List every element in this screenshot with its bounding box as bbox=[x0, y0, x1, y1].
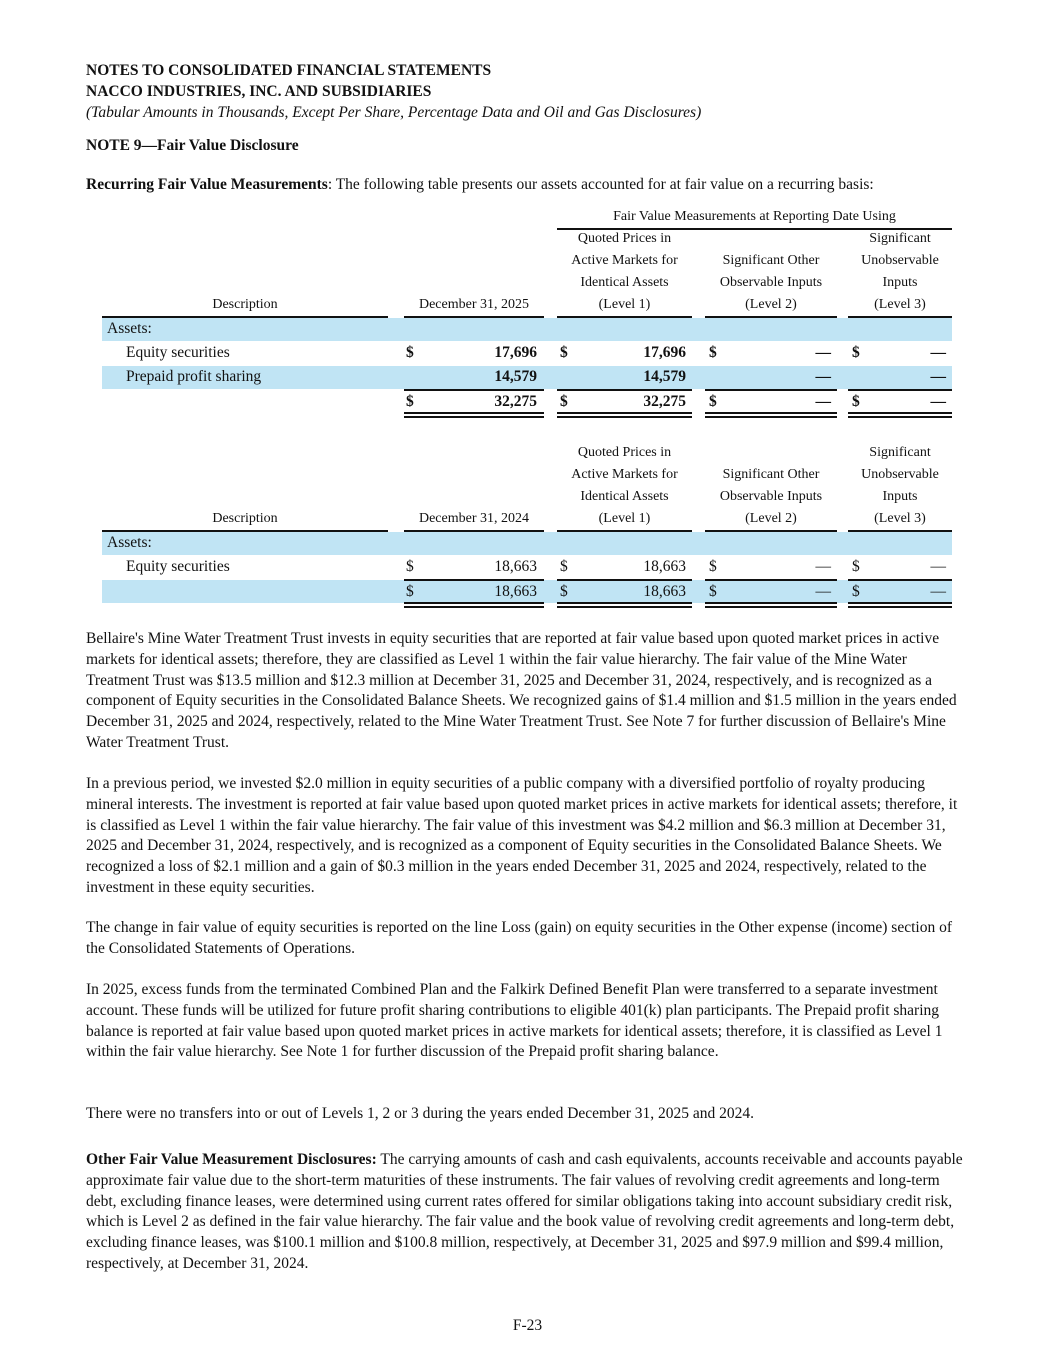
value-level2: — bbox=[815, 558, 831, 575]
currency: $ bbox=[560, 344, 568, 361]
value-level3: — bbox=[930, 558, 946, 575]
paragraph-prepaid-profit-sharing: In 2025, excess funds from the terminated Combined Plan and the Falkirk Defined Benefit Plan were transferred to a separate investment account. These funds will be utilized for future profit sharing contributions to eligible 401(k) plan participants. The Prepaid profit sharing balance is reported at fair value based upon quoted market prices in active markets for identical assets; therefore, it is classified as Level 1 within the fair value hierarchy. See Note 1 for further discussion of the Prepaid profit sharing balance. bbox=[86, 981, 943, 1061]
col-level1-header: Quoted Prices in Active Markets for Identical Assets (Level 1) bbox=[571, 231, 678, 312]
currency: $ bbox=[709, 393, 717, 410]
value-total: 18,663 bbox=[494, 558, 537, 575]
value-level3: — bbox=[930, 368, 946, 385]
note-title: NOTE 9—Fair Value Disclosure bbox=[86, 137, 299, 154]
value-level2: — bbox=[815, 393, 831, 410]
value-level2: — bbox=[815, 583, 831, 600]
value-level1: 17,696 bbox=[643, 344, 686, 361]
other-disclosures-text: The carrying amounts of cash and cash equivalents, accounts receivable and accounts payable approximate fair value due to the short-term maturities of these instruments. The fair values of revolving credit agreements and long-term debt, excluding finance leases, were determined using current rates offered for similar obligations taking into account subsidiary credit risk, which is Level 2 as defined in the fair value hierarchy. The fair value and the book value of revolving credit agreements and long-term debt, excluding finance leases, was $100.1 million and $100.8 million, respectively, at December 31, 2025 and $97.9 million and $99.4 million, respectively, at December 31, 2024. bbox=[86, 1151, 963, 1272]
value-total: 17,696 bbox=[494, 344, 537, 361]
currency: $ bbox=[560, 583, 568, 600]
row-band bbox=[102, 318, 952, 341]
double-underline bbox=[404, 602, 544, 608]
paragraph-equity-investment: In a previous period, we invested $2.0 million in equity securities of a public company with a diversified portfolio of royalty producing mineral interests. The investment is reported at fair value based upon quoted market prices in active markets for identical assets; therefore, it is classified as Level 1 within the fair value hierarchy. The fair value of this investment was $4.2 million and $6.3 million at December 31, 2025 and December 31, 2024, respectively, and is recognized as a component of Equity securities in the Consolidated Balance Sheets. We recognized a loss of $2.1 million and a gain of $0.3 million in the years ended December 31, 2025 and 2024, respectively, related to the investment in these equity securities. bbox=[86, 775, 958, 896]
col-description-header: Description bbox=[212, 511, 278, 526]
intro-rest: : The following table presents our assets accounted for at fair value on a recurring basis: bbox=[327, 176, 874, 193]
section-label: Assets: bbox=[107, 534, 152, 551]
intro-bold: Recurring Fair Value Measurements bbox=[86, 176, 328, 193]
currency: $ bbox=[560, 393, 568, 410]
currency: $ bbox=[709, 558, 717, 575]
col-level3-header: Significant Unobservable Inputs (Level 3) bbox=[861, 231, 939, 312]
col-level1-header: Quoted Prices in Active Markets for Identical Assets (Level 1) bbox=[571, 445, 678, 526]
value-level1: 18,663 bbox=[643, 583, 686, 600]
section-label: Assets: bbox=[107, 320, 152, 337]
page-number: F-23 bbox=[512, 1317, 543, 1334]
double-underline bbox=[848, 412, 952, 418]
col-description-header: Description bbox=[212, 297, 278, 312]
tabular-note: (Tabular Amounts in Thousands, Except Per Share, Percentage Data and Oil and Gas Disclosures) bbox=[86, 104, 702, 121]
row-label: Equity securities bbox=[126, 344, 230, 361]
value-level2: — bbox=[815, 368, 831, 385]
value-level3: — bbox=[930, 344, 946, 361]
currency: $ bbox=[406, 583, 414, 600]
row-band bbox=[102, 532, 952, 555]
fair-value-table-2025 bbox=[102, 206, 952, 416]
company-name: NACCO INDUSTRIES, INC. AND SUBSIDIARIES bbox=[86, 83, 432, 100]
value-level2: — bbox=[815, 344, 831, 361]
double-underline bbox=[705, 602, 837, 608]
group-header: Fair Value Measurements at Reporting Date Using bbox=[613, 209, 896, 224]
currency: $ bbox=[709, 583, 717, 600]
double-underline bbox=[557, 412, 692, 418]
col-date-header: December 31, 2025 bbox=[418, 297, 530, 312]
col-date-header: December 31, 2024 bbox=[418, 511, 530, 526]
double-underline bbox=[404, 412, 544, 418]
paragraph-change-in-fair-value: The change in fair value of equity securities is reported on the line Loss (gain) on equity securities in the Other expense (income) section of the Consolidated Statements of Operations. bbox=[86, 919, 952, 957]
fair-value-table-2024 bbox=[102, 442, 952, 612]
value-level3: — bbox=[930, 393, 946, 410]
value-level3: — bbox=[930, 583, 946, 600]
currency: $ bbox=[406, 393, 414, 410]
paragraph-no-transfers: There were no transfers into or out of Levels 1, 2 or 3 during the years ended December 31, 2025 and 2024. bbox=[86, 1105, 755, 1122]
currency: $ bbox=[852, 558, 860, 575]
col-level2-header: Significant Other Observable Inputs (Level 2) bbox=[719, 253, 823, 312]
header-title: NOTES TO CONSOLIDATED FINANCIAL STATEMENTS bbox=[86, 62, 492, 79]
currency: $ bbox=[852, 583, 860, 600]
col-level3-header: Significant Unobservable Inputs (Level 3) bbox=[861, 445, 939, 526]
currency: $ bbox=[852, 344, 860, 361]
value-total: 14,579 bbox=[494, 368, 537, 385]
value-level1: 32,275 bbox=[643, 393, 686, 410]
paragraph-mine-water-trust: Bellaire's Mine Water Treatment Trust invests in equity securities that are reported at fair value based upon quoted market prices in active markets for identical assets; therefore, they are classified as Level 1 within the fair value hierarchy. The fair value of the Mine Water Treatment Trust was $13.5 million and $12.3 million at December 31, 2025 and December 31, 2024, respectively, and is recognized as a component of Equity securities in the Consolidated Balance Sheets. We recognized gains of $1.4 million and $1.5 million in the years ended December 31, 2025 and 2024, respectively, related to the Mine Water Treatment Trust. See Note 7 for further discussion of Bellaire's Mine Water Treatment Trust. bbox=[86, 630, 957, 751]
currency: $ bbox=[406, 344, 414, 361]
row-label: Prepaid profit sharing bbox=[126, 368, 262, 385]
value-total: 18,663 bbox=[494, 583, 537, 600]
double-underline bbox=[705, 412, 837, 418]
page-header bbox=[86, 60, 970, 195]
double-underline bbox=[557, 602, 692, 608]
value-level1: 18,663 bbox=[643, 558, 686, 575]
col-level2-header: Significant Other Observable Inputs (Level 2) bbox=[719, 467, 823, 526]
currency: $ bbox=[406, 558, 414, 575]
other-disclosures-heading: Other Fair Value Measurement Disclosures: bbox=[86, 1151, 377, 1168]
value-total: 32,275 bbox=[494, 393, 537, 410]
currency: $ bbox=[560, 558, 568, 575]
value-level1: 14,579 bbox=[643, 368, 686, 385]
double-underline bbox=[848, 602, 952, 608]
row-label: Equity securities bbox=[126, 558, 230, 575]
paragraph-other-disclosures bbox=[86, 1150, 970, 1275]
currency: $ bbox=[709, 344, 717, 361]
currency: $ bbox=[852, 393, 860, 410]
intro-text bbox=[86, 174, 970, 195]
